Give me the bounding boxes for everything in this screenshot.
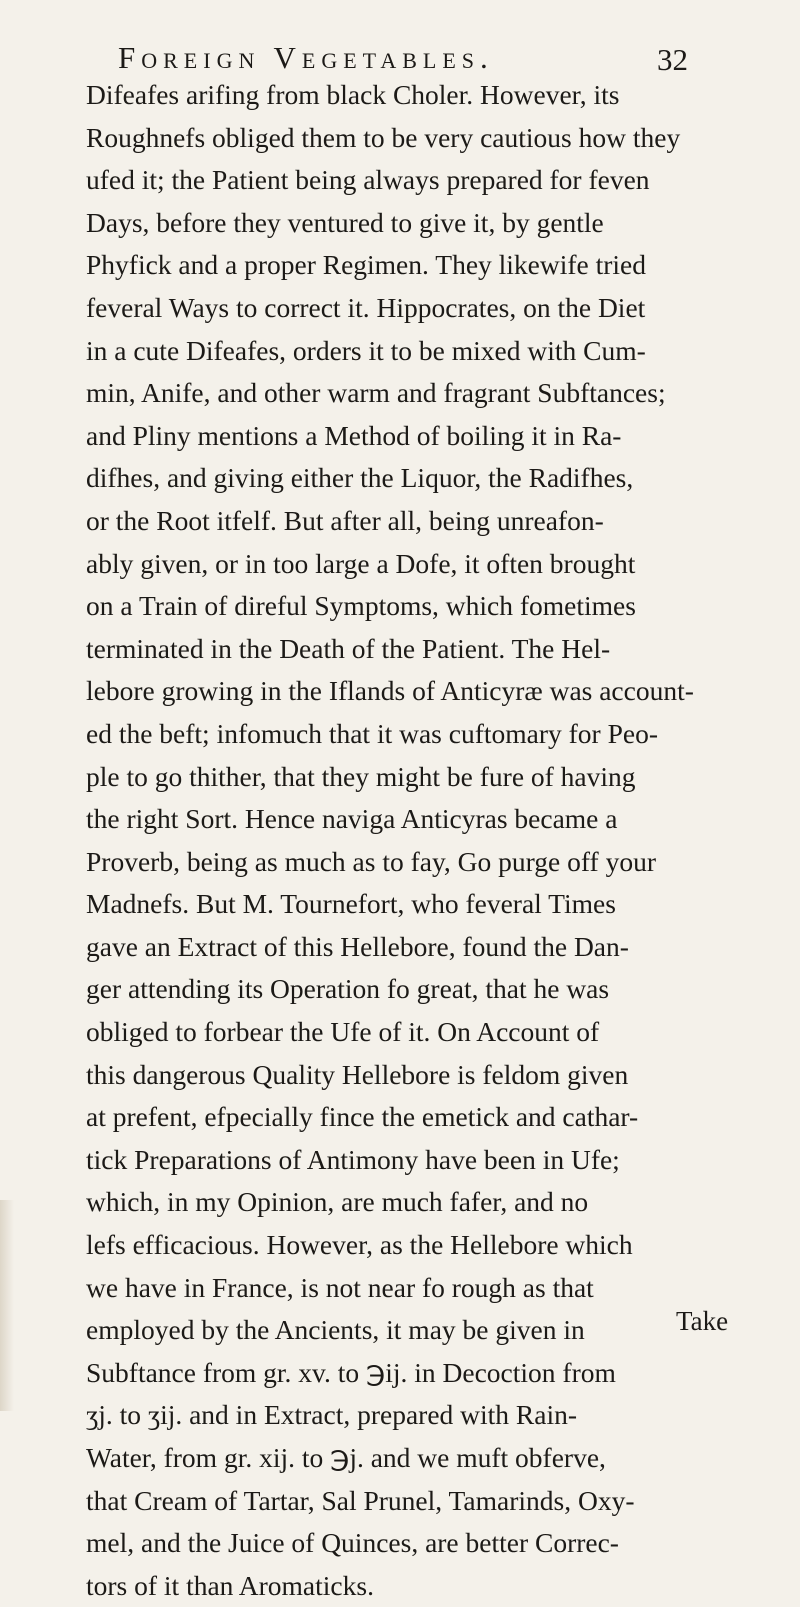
text-line: Days, before they ventured to give it, by gentle [86, 206, 604, 238]
text-line: Proverb, being as much as to fay, Go purge off your [86, 845, 656, 877]
text-line: tick Preparations of Antimony have been in Ufe; [86, 1143, 620, 1175]
text-line: which, in my Opinion, are much fafer, and no [86, 1186, 589, 1218]
text-line: at prefent, efpecially fince the emetick and cathar- [86, 1101, 639, 1133]
text-line: terminated in the Death of the Patient. The Hel- [86, 632, 611, 664]
text-line: ed the beft; infomuch that it was cuftomary for Peo- [86, 717, 658, 749]
text-line: tors of it than Aromaticks. [86, 1569, 374, 1601]
text-line: lebore growing in the Iflands of Anticyræ was account- [86, 675, 694, 707]
body-text [86, 74, 729, 1607]
text-line: and Pliny mentions a Method of boiling it in Ra- [86, 419, 622, 451]
text-line: gave an Extract of this Hellebore, found the Dan- [86, 930, 629, 962]
text-line: or the Root itfelf. But after all, being unreafon- [86, 504, 604, 536]
text-line: in a cute Difeafes, orders it to be mixed with Cum- [86, 334, 646, 366]
text-line: on a Train of direful Symptoms, which fometimes [86, 590, 636, 622]
text-line: the right Sort. Hence naviga Anticyras became a [86, 803, 618, 835]
text-line: Phyfick and a proper Regimen. They likewife tried [86, 249, 647, 281]
text-line: Subftance from gr. xv. to ℈ij. in Decoction from [86, 1356, 616, 1388]
text-line: ple to go thither, that they might be fure of having [86, 760, 636, 792]
catchword: Take [676, 1306, 729, 1336]
running-head-title: Foreign Vegetables. [118, 40, 494, 75]
text-line: Water, from gr. xij. to ℈j. and we muft obferve, [86, 1442, 606, 1473]
text-line: that Cream of Tartar, Sal Prunel, Tamarinds, Oxy- [86, 1484, 635, 1516]
text-line: obliged to forbear the Ufe of it. On Account of [86, 1016, 600, 1048]
text-line: ger attending its Operation fo great, that he was [86, 973, 610, 1005]
text-line: Roughnefs obliged them to be very cautious how they [86, 121, 681, 153]
text-line: difhes, and giving either the Liquor, the Radifhes, [86, 462, 634, 494]
text-line: employed by the Ancients, it may be given in [86, 1314, 585, 1346]
text-line: Difeafes arifing from black Choler. However, its [86, 79, 620, 110]
text-line: mel, and the Juice of Quinces, are better Correc- [86, 1527, 619, 1559]
text-line: feveral Ways to correct it. Hippocrates, on the Diet [86, 291, 646, 323]
text-line: Madnefs. But M. Tournefort, who feveral Times [86, 888, 616, 920]
page-edge-shadow [0, 1200, 14, 1411]
page-number: 32 [657, 42, 688, 77]
text-line: we have in France, is not near fo rough as that [86, 1271, 594, 1303]
text-line: lefs efficacious. However, as the Hellebore which [86, 1229, 633, 1261]
text-line: ably given, or in too large a Dofe, it often brought [86, 547, 636, 579]
text-line: min, Anife, and other warm and fragrant Subftances; [86, 377, 666, 409]
text-line: ufed it; the Patient being always prepared for feven [86, 164, 650, 196]
text-line: ʒj. to ʒij. and in Extract, prepared with Rain- [86, 1399, 578, 1431]
text-line: this dangerous Quality Hellebore is feldom given [86, 1058, 629, 1090]
